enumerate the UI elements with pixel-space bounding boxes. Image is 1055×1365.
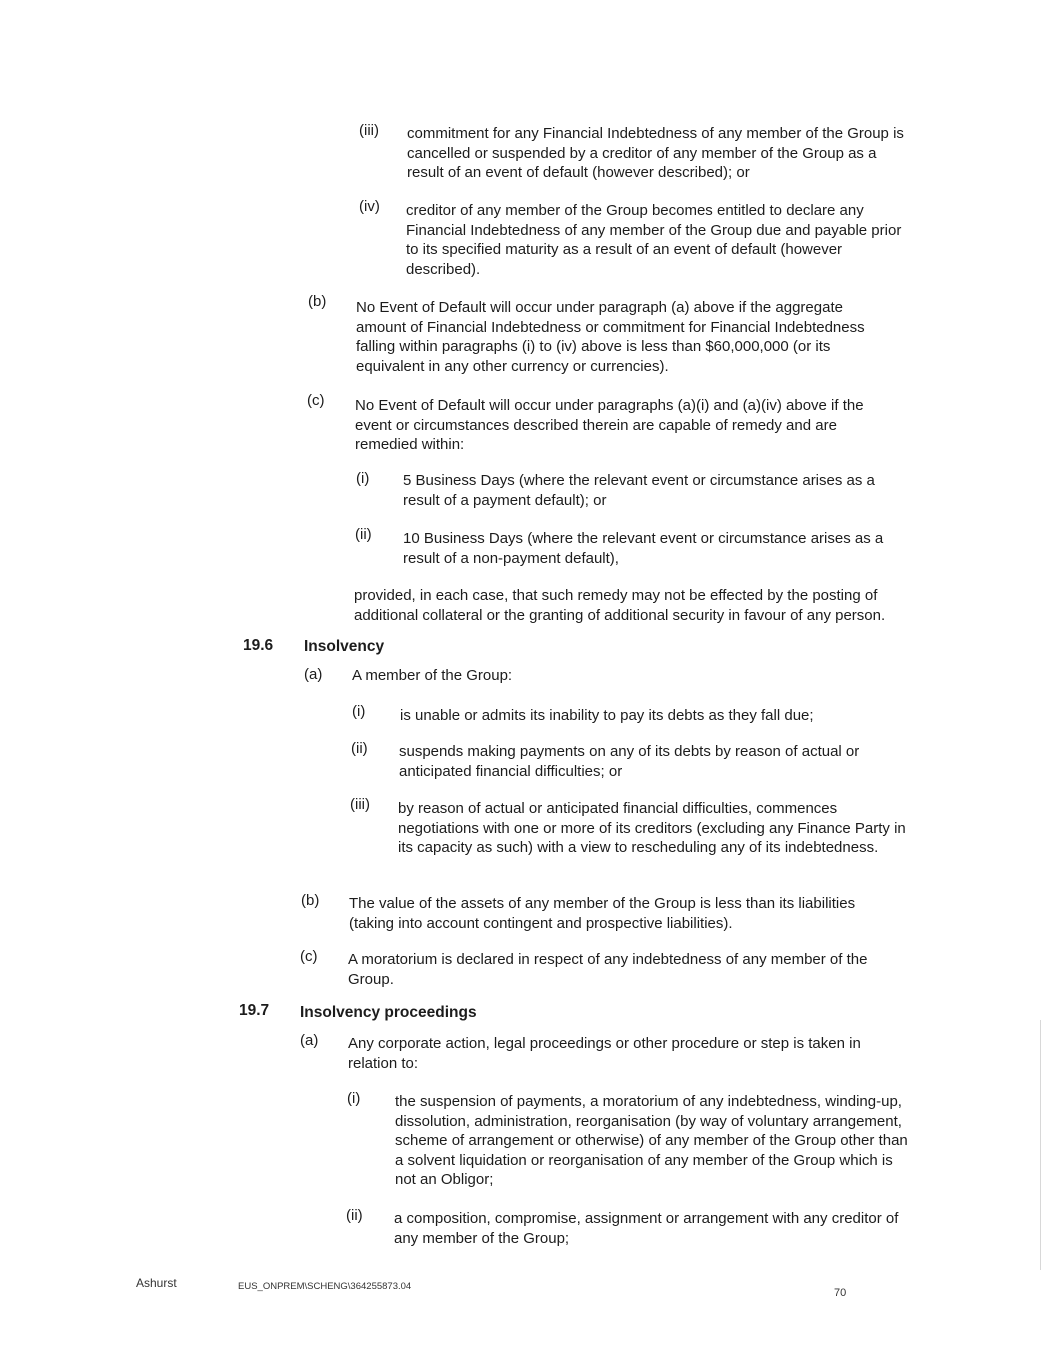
scan-edge-divider bbox=[1040, 1020, 1041, 1270]
paragraph: 5 Business Days (where the relevant event or circumstance arises as a result of a payment default); or bbox=[403, 472, 875, 509]
item-marker: (iii) bbox=[359, 122, 379, 139]
paragraph: No Event of Default will occur under paragraph (a) above if the aggregate amount of Financial Indebtedness or commitment for Financial Indebtedness falling within paragraphs (i) to (iv) above is less than $60,000,000 (or its equivalent in any other currency or currencies). bbox=[356, 299, 865, 375]
item-marker: (a) bbox=[300, 1032, 319, 1049]
item-marker: (iv) bbox=[359, 198, 380, 215]
paragraph: 10 Business Days (where the relevant event or circumstance arises as a result of a non-payment default), bbox=[403, 530, 884, 567]
item-marker: (ii) bbox=[355, 526, 372, 543]
paragraph: by reason of actual or anticipated financial difficulties, commences negotiations with one or more of its creditors (excluding any Finance Party in its capacity as such) with a view to rescheduling any of its indebtedness. bbox=[398, 800, 906, 856]
paragraph: commitment for any Financial Indebtedness of any member of the Group is cancelled or suspended by a creditor of any member of the Group as a result of an event of default (however described); or bbox=[407, 125, 904, 181]
item-marker: (b) bbox=[301, 892, 320, 909]
item-marker: (iii) bbox=[350, 796, 370, 813]
paragraph: provided, in each case, that such remedy may not be effected by the posting of additional collateral or the granting of additional security in favour of any person. bbox=[354, 587, 886, 624]
section-heading: Insolvency bbox=[304, 638, 385, 655]
paragraph: a composition, compromise, assignment or arrangement with any creditor of any member of the Group; bbox=[394, 1210, 899, 1247]
item-marker: (c) bbox=[307, 392, 325, 409]
item-marker: (ii) bbox=[346, 1207, 363, 1224]
paragraph: The value of the assets of any member of the Group is less than its liabilities (taking into account contingent and prospective liabilities). bbox=[349, 895, 856, 932]
footer-firm-name: Ashurst bbox=[136, 1276, 177, 1290]
item-marker: (i) bbox=[352, 703, 366, 720]
section-number: 19.7 bbox=[239, 1002, 270, 1019]
paragraph: No Event of Default will occur under paragraphs (a)(i) and (a)(iv) above if the event or circumstances described therein are capable of remedy and are remedied within: bbox=[355, 397, 864, 453]
item-marker: (c) bbox=[300, 948, 318, 965]
paragraph: the suspension of payments, a moratorium of any indebtedness, winding-up, dissolution, administration, reorganisation (by way of voluntary arrangement, scheme of arrangement or otherwise) of any member of the Group other than a solvent liquidation or reorganisation of any member of the Group which is not an Obligor; bbox=[395, 1093, 908, 1188]
paragraph: Any corporate action, legal proceedings or other procedure or step is taken in relation to: bbox=[348, 1035, 861, 1072]
footer-document-reference: EUS_ONPREM\SCHENG\364255873.04 bbox=[238, 1281, 412, 1292]
item-marker: (i) bbox=[356, 470, 370, 487]
page-number: 70 bbox=[834, 1287, 847, 1299]
item-marker: (i) bbox=[347, 1090, 361, 1107]
section-number: 19.6 bbox=[243, 637, 274, 654]
paragraph: suspends making payments on any of its debts by reason of actual or anticipated financial difficulties; or bbox=[399, 743, 860, 780]
paragraph: A moratorium is declared in respect of any indebtedness of any member of the Group. bbox=[348, 951, 868, 988]
item-marker: (ii) bbox=[351, 740, 368, 757]
item-marker: (a) bbox=[304, 666, 323, 683]
section-heading: Insolvency proceedings bbox=[300, 1004, 477, 1021]
item-marker: (b) bbox=[308, 293, 327, 310]
paragraph: A member of the Group: bbox=[352, 667, 513, 684]
paragraph: is unable or admits its inability to pay its debts as they fall due; bbox=[400, 707, 814, 724]
paragraph: creditor of any member of the Group becomes entitled to declare any Financial Indebtedness of any member of the Group due and payable prior to its specified maturity as a result of an event of default (however described). bbox=[406, 202, 902, 278]
